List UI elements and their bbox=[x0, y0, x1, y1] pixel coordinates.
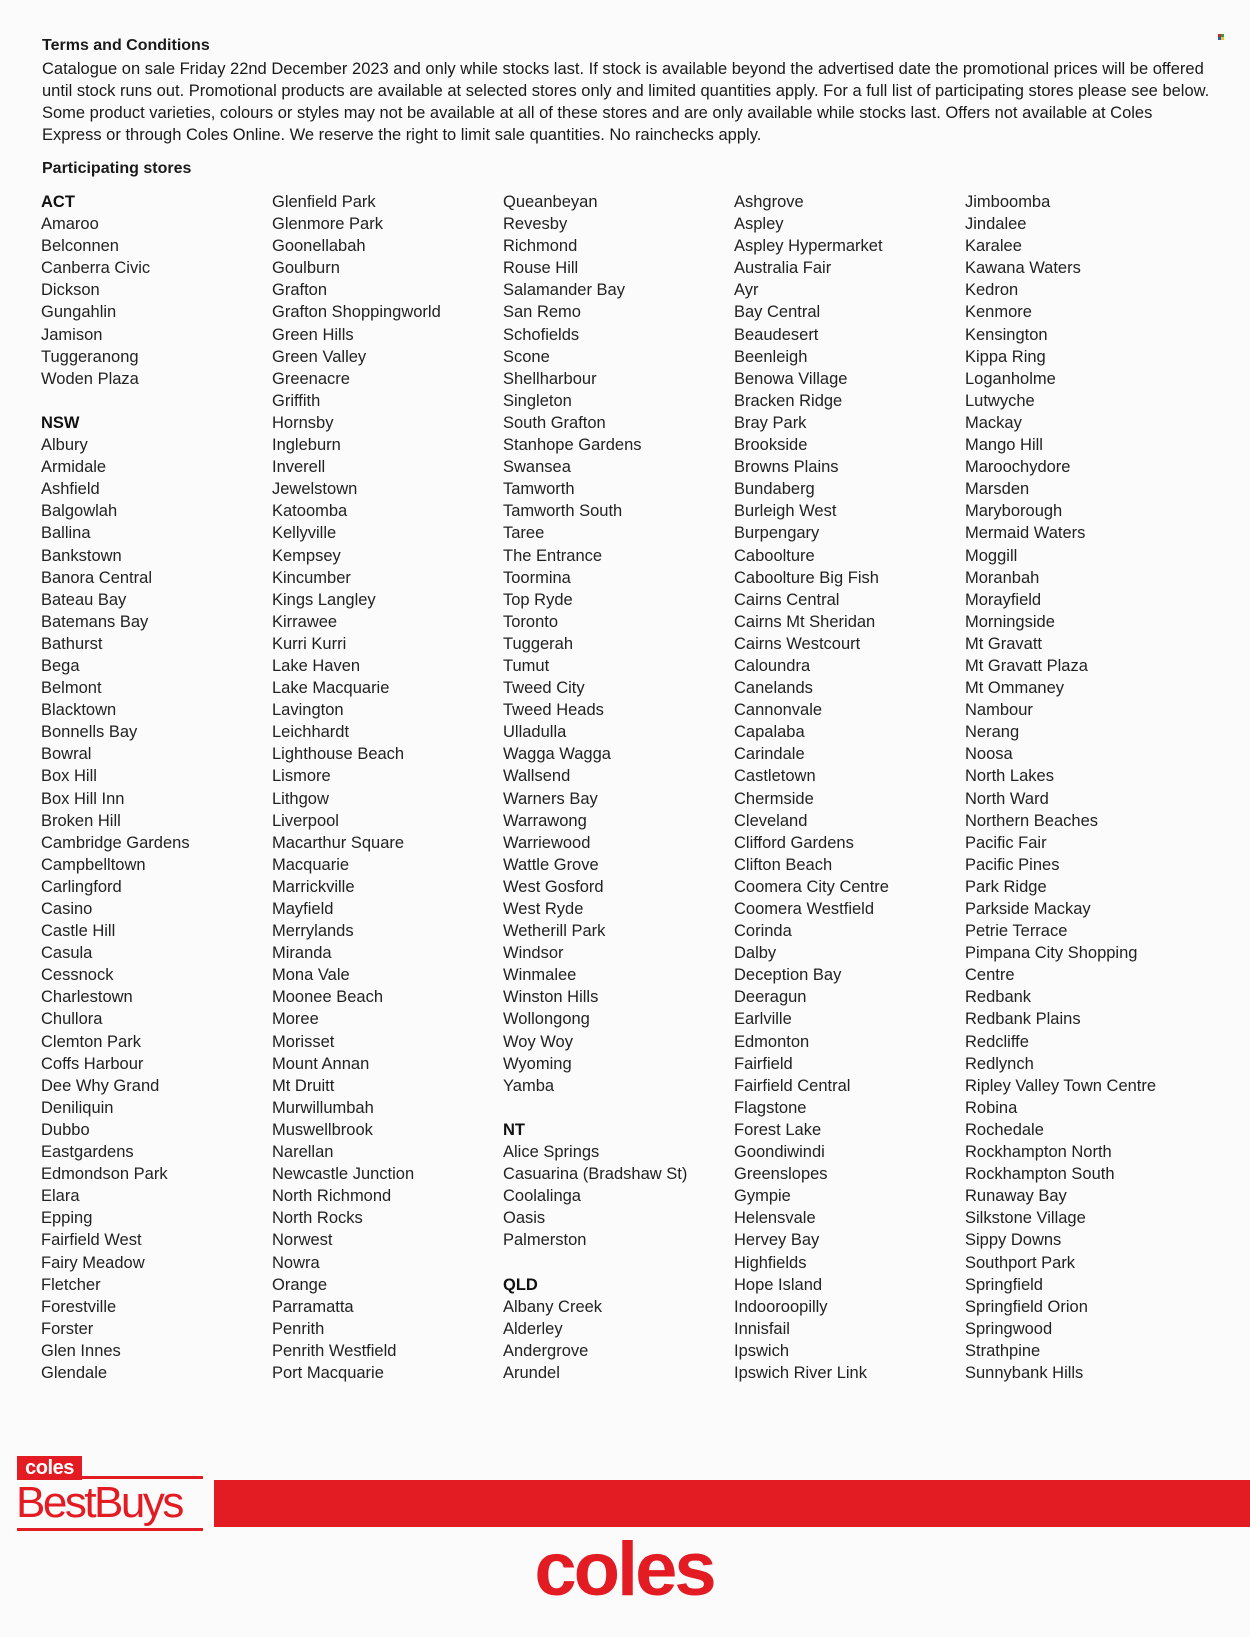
store-name: Burleigh West bbox=[734, 502, 837, 521]
store-name: Tuggeranong bbox=[41, 347, 139, 366]
store-name: Springfield bbox=[965, 1275, 1043, 1294]
store-name: Bankstown bbox=[41, 546, 122, 565]
store-name: Castletown bbox=[734, 767, 816, 786]
store-name: Wagga Wagga bbox=[503, 745, 611, 764]
store-name: Morisset bbox=[272, 1032, 335, 1051]
store-name: Marrickville bbox=[272, 877, 355, 896]
store-name: Casino bbox=[41, 900, 93, 918]
store-name: Cannonvale bbox=[734, 701, 823, 720]
store-name: Tweed Heads bbox=[503, 701, 604, 720]
store-name: Loganholme bbox=[965, 369, 1056, 388]
store-name: Goulburn bbox=[272, 259, 340, 278]
store-name: Browns Plains bbox=[734, 458, 839, 477]
store-name: Murwillumbah bbox=[272, 1098, 374, 1117]
store-name: Albany Creek bbox=[503, 1297, 603, 1316]
store-name: Nowra bbox=[272, 1253, 320, 1272]
footer-red-band bbox=[214, 1480, 1250, 1527]
store-name: Cambridge Gardens bbox=[41, 833, 190, 852]
store-name: Ripley Valley Town Centre bbox=[965, 1076, 1157, 1095]
store-name: Clifton Beach bbox=[734, 855, 833, 874]
terms-body: Catalogue on sale Friday 22nd December 2023 and only while stocks last. If stock is available beyond the advertised date the promotional prices will be offered until stock runs out. Promotional products are available at selected stores only and limited quantities apply. For a full list of participating stores please see below. Some product varieties, colours or styles may not be available at all of these stores and are only available while stocks last. Offers not available at Coles Express or through Coles Online. We reserve the right to limit sale quantities. No rainchecks apply. bbox=[42, 60, 1210, 144]
store-name: Maryborough bbox=[965, 502, 1063, 521]
store-name: Bracken Ridge bbox=[734, 391, 843, 410]
store-name: Redcliffe bbox=[965, 1032, 1029, 1051]
store-name: Oasis bbox=[503, 1209, 546, 1228]
store-name: Charlestown bbox=[41, 988, 133, 1007]
store-name: Morningside bbox=[965, 612, 1055, 631]
store-name: Maroochydore bbox=[965, 458, 1071, 477]
store-name: Greenacre bbox=[272, 369, 350, 388]
store-name: Batemans Bay bbox=[41, 612, 149, 631]
store-name: Forest Lake bbox=[734, 1120, 822, 1139]
store-name: Redlynch bbox=[965, 1054, 1034, 1073]
store-name: Centre bbox=[965, 966, 1015, 985]
bestbuys-coles-label: coles bbox=[17, 1456, 82, 1480]
store-name: Norwest bbox=[272, 1231, 333, 1250]
store-name: Mt Druitt bbox=[272, 1076, 335, 1095]
spacer bbox=[41, 390, 271, 412]
store-name: The Entrance bbox=[503, 546, 603, 565]
store-name: Warrawong bbox=[503, 811, 587, 830]
coles-wordmark-logo: coles bbox=[534, 1527, 714, 1612]
store-name: Macquarie bbox=[272, 855, 350, 874]
store-name: Rochedale bbox=[965, 1120, 1044, 1139]
store-name: Yamba bbox=[503, 1076, 555, 1095]
store-name: Taree bbox=[503, 524, 545, 543]
store-name: Goonellabah bbox=[272, 237, 366, 256]
store-name: Aspley Hypermarket bbox=[734, 237, 883, 256]
store-name: Moranbah bbox=[965, 568, 1040, 587]
store-name: Rockhampton South bbox=[965, 1165, 1115, 1184]
store-name: Inverell bbox=[272, 458, 326, 477]
store-name: Fairfield Central bbox=[734, 1076, 851, 1095]
store-name: Richmond bbox=[503, 237, 578, 256]
store-name: Nerang bbox=[965, 723, 1020, 742]
store-name: Winmalee bbox=[503, 966, 577, 985]
store-name: Winston Hills bbox=[503, 988, 599, 1007]
store-name: Kawana Waters bbox=[965, 259, 1081, 278]
store-name: Dubbo bbox=[41, 1120, 90, 1139]
store-name: Karalee bbox=[965, 237, 1022, 256]
store-name: Cleveland bbox=[734, 811, 808, 830]
store-name: Coomera Westfield bbox=[734, 900, 875, 918]
store-name: Amaroo bbox=[41, 215, 99, 234]
store-name: Moggill bbox=[965, 546, 1018, 565]
store-name: Green Hills bbox=[272, 325, 354, 344]
store-name: Noosa bbox=[965, 745, 1013, 764]
store-name: Petrie Terrace bbox=[965, 922, 1068, 941]
store-name: Mt Ommaney bbox=[965, 679, 1065, 698]
spacer bbox=[503, 1097, 733, 1119]
store-name: Canelands bbox=[734, 679, 813, 698]
store-name: Hornsby bbox=[272, 413, 334, 432]
store-name: Mona Vale bbox=[272, 966, 350, 985]
store-name: Lithgow bbox=[272, 789, 329, 808]
store-name: Jimboomba bbox=[965, 193, 1051, 211]
store-column-2 bbox=[272, 191, 502, 1384]
store-name: Toormina bbox=[503, 568, 571, 587]
terms-heading: Terms and Conditions bbox=[42, 37, 210, 54]
store-name: Edmonton bbox=[734, 1032, 810, 1051]
store-name: Glenfield Park bbox=[272, 193, 376, 211]
store-name: Moree bbox=[272, 1010, 319, 1029]
store-name: Bray Park bbox=[734, 413, 807, 432]
store-name: Andergrove bbox=[503, 1341, 589, 1360]
store-name: Warriewood bbox=[503, 833, 591, 852]
store-name: Cairns Mt Sheridan bbox=[734, 612, 876, 631]
store-name: Forster bbox=[41, 1319, 94, 1338]
store-name: Northern Beaches bbox=[965, 811, 1098, 830]
store-name: Mayfield bbox=[272, 900, 334, 918]
store-name: Carlingford bbox=[41, 877, 122, 896]
store-name: Jindalee bbox=[965, 215, 1027, 234]
store-name: Coomera City Centre bbox=[734, 877, 889, 896]
store-name: Wallsend bbox=[503, 767, 571, 786]
store-name: Forestville bbox=[41, 1297, 117, 1316]
store-name: Greenslopes bbox=[734, 1165, 828, 1184]
store-name: Tumut bbox=[503, 656, 550, 675]
store-name: Griffith bbox=[272, 391, 321, 410]
store-name: Mount Annan bbox=[272, 1054, 370, 1073]
store-name: Lake Haven bbox=[272, 656, 361, 675]
store-name: Ballina bbox=[41, 524, 91, 543]
store-name: North Richmond bbox=[272, 1187, 392, 1206]
bestbuys-text: BestBuys bbox=[16, 1478, 182, 1527]
store-name: Stanhope Gardens bbox=[503, 436, 642, 455]
store-name: Bowral bbox=[41, 745, 92, 764]
store-name: Top Ryde bbox=[503, 590, 573, 609]
store-name: Carindale bbox=[734, 745, 805, 764]
store-name: Wyoming bbox=[503, 1054, 572, 1073]
store-name: Ayr bbox=[734, 281, 759, 300]
store-name: San Remo bbox=[503, 303, 581, 322]
store-name: North Ward bbox=[965, 789, 1049, 808]
store-name: Singleton bbox=[503, 391, 572, 410]
store-name: Shellharbour bbox=[503, 369, 597, 388]
store-name: Glendale bbox=[41, 1363, 108, 1382]
store-name: Pacific Pines bbox=[965, 855, 1060, 874]
store-name: Brookside bbox=[734, 436, 808, 455]
store-name: Gungahlin bbox=[41, 303, 117, 322]
store-name: Deeragun bbox=[734, 988, 807, 1007]
store-name: Kenmore bbox=[965, 303, 1032, 322]
store-name: Deception Bay bbox=[734, 966, 842, 985]
store-name: Pimpana City Shopping bbox=[965, 944, 1138, 963]
store-name: Toronto bbox=[503, 612, 559, 631]
store-name: Salamander Bay bbox=[503, 281, 625, 300]
store-name: Castle Hill bbox=[41, 922, 116, 941]
store-name: Newcastle Junction bbox=[272, 1165, 415, 1184]
store-name: Warners Bay bbox=[503, 789, 598, 808]
store-name: Southport Park bbox=[965, 1253, 1076, 1272]
store-name: Robina bbox=[965, 1098, 1018, 1117]
store-name: Bay Central bbox=[734, 303, 821, 322]
store-name: Redbank bbox=[965, 988, 1032, 1007]
store-name: Scone bbox=[503, 347, 550, 366]
state-heading: NSW bbox=[41, 413, 80, 432]
store-name: Nambour bbox=[965, 701, 1033, 720]
store-column-5 bbox=[965, 191, 1195, 1384]
store-name: Katoomba bbox=[272, 502, 348, 521]
store-name: Balgowlah bbox=[41, 502, 118, 521]
store-name: Sunnybank Hills bbox=[965, 1363, 1084, 1382]
store-name: Kippa Ring bbox=[965, 347, 1046, 366]
store-name: Grafton Shoppingworld bbox=[272, 303, 441, 322]
store-name: Wollongong bbox=[503, 1010, 590, 1029]
store-column-4 bbox=[734, 191, 964, 1384]
store-name: Penrith Westfield bbox=[272, 1341, 397, 1360]
store-name: Marsden bbox=[965, 480, 1030, 499]
store-name: Canberra Civic bbox=[41, 259, 151, 278]
store-name: Parramatta bbox=[272, 1297, 354, 1316]
store-name: Eastgardens bbox=[41, 1143, 134, 1162]
store-name: Australia Fair bbox=[734, 259, 832, 278]
store-name: Sippy Downs bbox=[965, 1231, 1062, 1250]
store-name: Schofields bbox=[503, 325, 580, 344]
store-name: Palmerston bbox=[503, 1231, 587, 1250]
store-name: Elara bbox=[41, 1187, 80, 1206]
store-name: Corinda bbox=[734, 922, 792, 941]
store-name: Morayfield bbox=[965, 590, 1042, 609]
store-column-1 bbox=[41, 191, 271, 1384]
store-name: Goondiwindi bbox=[734, 1143, 825, 1162]
store-name: Box Hill bbox=[41, 767, 97, 786]
store-name: Hope Island bbox=[734, 1275, 823, 1294]
store-name: Mermaid Waters bbox=[965, 524, 1086, 543]
store-name: Fairfield West bbox=[41, 1231, 142, 1250]
store-name: West Ryde bbox=[503, 900, 584, 918]
store-name: Casuarina (Bradshaw St) bbox=[503, 1165, 688, 1184]
store-name: Coolalinga bbox=[503, 1187, 581, 1206]
store-name: Casula bbox=[41, 944, 93, 963]
store-name: Epping bbox=[41, 1209, 93, 1228]
store-name: Kempsey bbox=[272, 546, 341, 565]
store-name: Macarthur Square bbox=[272, 833, 405, 852]
store-name: Tuggerah bbox=[503, 634, 574, 653]
store-name: Clifford Gardens bbox=[734, 833, 854, 852]
store-name: Belmont bbox=[41, 679, 102, 698]
store-name: Wetherill Park bbox=[503, 922, 606, 941]
store-name: Caboolture bbox=[734, 546, 815, 565]
store-name: Mt Gravatt bbox=[965, 634, 1043, 653]
store-name: Woy Woy bbox=[503, 1032, 573, 1051]
store-name: Tweed City bbox=[503, 679, 585, 698]
store-name: Armidale bbox=[41, 458, 107, 477]
store-name: Pacific Fair bbox=[965, 833, 1047, 852]
store-name: Tamworth South bbox=[503, 502, 623, 521]
store-name: Liverpool bbox=[272, 811, 339, 830]
store-name: Fletcher bbox=[41, 1275, 101, 1294]
store-name: Jewelstown bbox=[272, 480, 358, 499]
store-name: Box Hill Inn bbox=[41, 789, 125, 808]
store-name: Lake Macquarie bbox=[272, 679, 390, 698]
store-name: Kensington bbox=[965, 325, 1048, 344]
store-name: Bateau Bay bbox=[41, 590, 127, 609]
corner-color-mark bbox=[1218, 34, 1224, 40]
store-name: Kedron bbox=[965, 281, 1019, 300]
coles-bestbuys-logo bbox=[17, 1456, 203, 1534]
store-name: Kurri Kurri bbox=[272, 634, 347, 653]
store-name: Highfields bbox=[734, 1253, 807, 1272]
store-name: Lighthouse Beach bbox=[272, 745, 405, 764]
store-name: Bundaberg bbox=[734, 480, 815, 499]
store-name: Muswellbrook bbox=[272, 1120, 373, 1139]
store-name: Merrylands bbox=[272, 922, 354, 941]
store-name: Cairns Westcourt bbox=[734, 634, 861, 653]
state-heading: ACT bbox=[41, 193, 75, 211]
store-name: North Lakes bbox=[965, 767, 1054, 786]
store-name: Lutwyche bbox=[965, 391, 1035, 410]
store-name: Benowa Village bbox=[734, 369, 848, 388]
store-name: Kellyville bbox=[272, 524, 337, 543]
store-name: Ashfield bbox=[41, 480, 100, 499]
store-name: Flagstone bbox=[734, 1098, 807, 1117]
store-name: Ulladulla bbox=[503, 723, 567, 742]
store-name: Rockhampton North bbox=[965, 1143, 1112, 1162]
store-name: Grafton bbox=[272, 281, 328, 300]
store-name: Silkstone Village bbox=[965, 1209, 1086, 1228]
store-name: Belconnen bbox=[41, 237, 119, 256]
store-name: Ipswich bbox=[734, 1341, 790, 1360]
store-name: Fairy Meadow bbox=[41, 1253, 145, 1272]
store-name: Albury bbox=[41, 436, 88, 455]
store-name: Tamworth bbox=[503, 480, 575, 499]
store-name: South Grafton bbox=[503, 413, 606, 432]
store-name: Kincumber bbox=[272, 568, 351, 587]
store-name: Alice Springs bbox=[503, 1143, 600, 1162]
store-name: Alderley bbox=[503, 1319, 563, 1338]
store-name: Parkside Mackay bbox=[965, 900, 1091, 918]
store-name: Arundel bbox=[503, 1363, 560, 1382]
store-column-3 bbox=[503, 191, 733, 1384]
store-name: Kirrawee bbox=[272, 612, 338, 631]
store-name: Caloundra bbox=[734, 656, 811, 675]
store-name: Aspley bbox=[734, 215, 784, 234]
store-name: Port Macquarie bbox=[272, 1363, 384, 1382]
store-name: Mango Hill bbox=[965, 436, 1043, 455]
store-name: Bonnells Bay bbox=[41, 723, 138, 742]
store-name: Moonee Beach bbox=[272, 988, 383, 1007]
store-name: Fairfield bbox=[734, 1054, 793, 1073]
store-name: Kings Langley bbox=[272, 590, 376, 609]
store-name: Rouse Hill bbox=[503, 259, 579, 278]
store-name: Revesby bbox=[503, 215, 568, 234]
store-name: Queanbeyan bbox=[503, 193, 598, 211]
store-name: Clemton Park bbox=[41, 1032, 141, 1051]
store-name: Lavington bbox=[272, 701, 344, 720]
store-name: Narellan bbox=[272, 1143, 334, 1162]
store-name: Swansea bbox=[503, 458, 571, 477]
store-name: Glenmore Park bbox=[272, 215, 383, 234]
store-name: Ingleburn bbox=[272, 436, 341, 455]
store-name: Wattle Grove bbox=[503, 855, 599, 874]
store-name: Dee Why Grand bbox=[41, 1076, 160, 1095]
store-name: Coffs Harbour bbox=[41, 1054, 144, 1073]
store-name: Cessnock bbox=[41, 966, 114, 985]
store-name: Windsor bbox=[503, 944, 564, 963]
store-name: Campbelltown bbox=[41, 855, 146, 874]
store-name: Banora Central bbox=[41, 568, 152, 587]
store-name: Burpengary bbox=[734, 524, 820, 543]
store-name: Runaway Bay bbox=[965, 1187, 1067, 1206]
store-name: Springwood bbox=[965, 1319, 1053, 1338]
store-name: Miranda bbox=[272, 944, 332, 963]
state-heading: NT bbox=[503, 1120, 525, 1139]
store-name: Strathpine bbox=[965, 1341, 1041, 1360]
store-name: Leichhardt bbox=[272, 723, 350, 742]
store-name: Dalby bbox=[734, 944, 777, 963]
store-name: Indooroopilly bbox=[734, 1297, 828, 1316]
state-heading: QLD bbox=[503, 1275, 538, 1294]
participating-stores-heading: Participating stores bbox=[42, 160, 192, 177]
store-name: Helensvale bbox=[734, 1209, 816, 1228]
spacer bbox=[503, 1252, 733, 1274]
store-name: Lismore bbox=[272, 767, 331, 786]
store-name: Bathurst bbox=[41, 634, 103, 653]
store-name: Beaudesert bbox=[734, 325, 819, 344]
store-name: Penrith bbox=[272, 1319, 325, 1338]
store-name: Mt Gravatt Plaza bbox=[965, 656, 1088, 675]
store-name: Springfield Orion bbox=[965, 1297, 1088, 1316]
store-name: Caboolture Big Fish bbox=[734, 568, 879, 587]
store-name: Mackay bbox=[965, 413, 1022, 432]
store-name: Dickson bbox=[41, 281, 100, 300]
store-name: Redbank Plains bbox=[965, 1010, 1081, 1029]
store-name: Chermside bbox=[734, 789, 814, 808]
store-name: Chullora bbox=[41, 1010, 103, 1029]
store-name: Hervey Bay bbox=[734, 1231, 820, 1250]
store-name: Woden Plaza bbox=[41, 369, 139, 388]
store-name: Broken Hill bbox=[41, 811, 121, 830]
store-name: Deniliquin bbox=[41, 1098, 114, 1117]
store-name: Orange bbox=[272, 1275, 328, 1294]
store-name: Park Ridge bbox=[965, 877, 1047, 896]
store-name: Gympie bbox=[734, 1187, 791, 1206]
store-name: Edmondson Park bbox=[41, 1165, 168, 1184]
store-name: North Rocks bbox=[272, 1209, 363, 1228]
store-name: Blacktown bbox=[41, 701, 117, 720]
store-name: Green Valley bbox=[272, 347, 367, 366]
store-name: Ipswich River Link bbox=[734, 1363, 867, 1382]
store-name: Earlville bbox=[734, 1010, 792, 1029]
store-name: West Gosford bbox=[503, 877, 604, 896]
store-name: Glen Innes bbox=[41, 1341, 121, 1360]
store-name: Innisfail bbox=[734, 1319, 790, 1338]
store-name: Ashgrove bbox=[734, 193, 804, 211]
store-name: Capalaba bbox=[734, 723, 805, 742]
store-name: Cairns Central bbox=[734, 590, 840, 609]
store-name: Jamison bbox=[41, 325, 103, 344]
store-name: Bega bbox=[41, 656, 80, 675]
store-name: Beenleigh bbox=[734, 347, 808, 366]
